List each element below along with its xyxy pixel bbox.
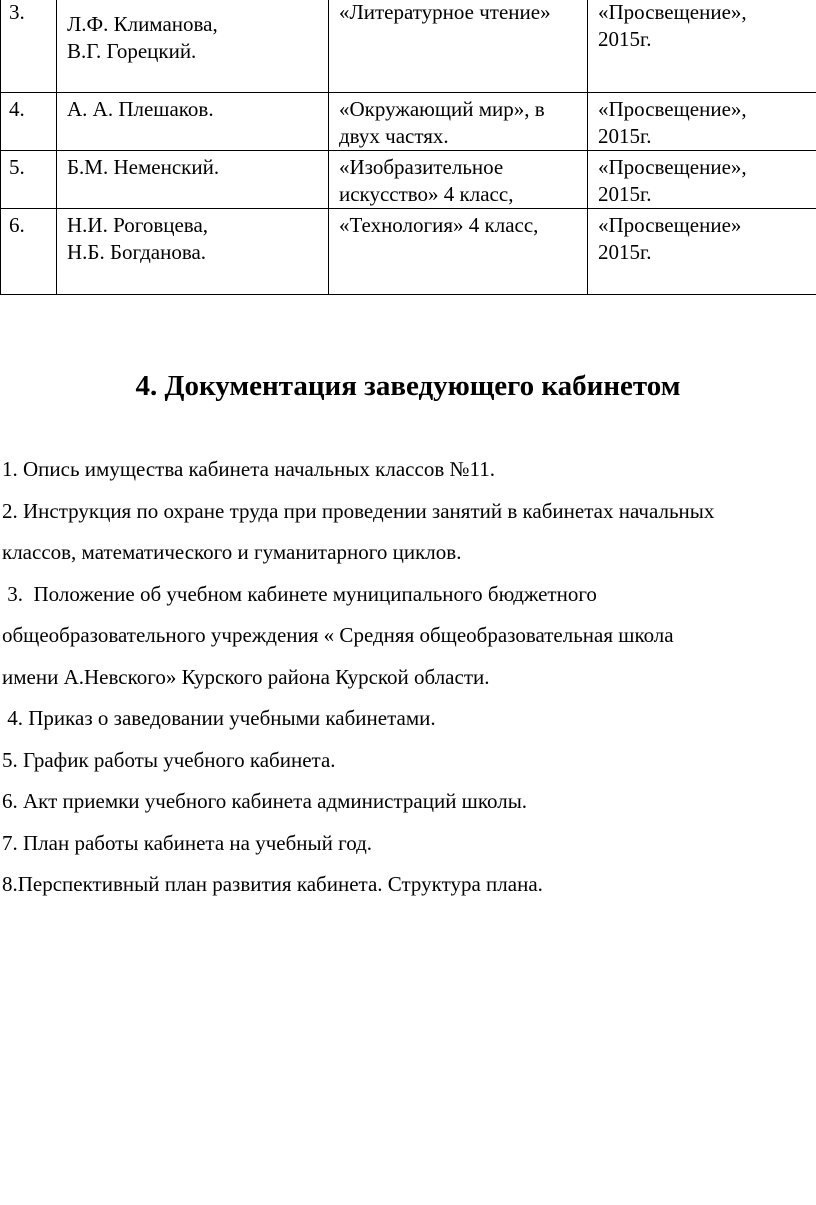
row-number: 3. (9, 0, 25, 24)
title-line: «Технология» 4 класс, (339, 213, 539, 237)
list-item: 4. Приказ о заведовании учебными кабинетами. (2, 706, 436, 730)
row-number-cell (1, 0, 57, 93)
title-cell (329, 0, 588, 93)
row-number-cell (1, 93, 57, 151)
title-cell (329, 151, 588, 209)
authors-cell (57, 93, 329, 151)
list-item: общеобразовательного учреждения « Средняя общеобразовательная школа (2, 623, 674, 647)
row-number-cell (1, 209, 57, 295)
title-cell (329, 93, 588, 151)
row-number: 5. (9, 155, 25, 179)
title-line: двух частях. (339, 124, 449, 148)
list-item: 8.Перспективный план развития кабинета. Структура плана. (2, 872, 543, 896)
author-line: В.Г. Горецкий. (67, 39, 197, 63)
publisher-cell (588, 0, 816, 93)
table-row (1, 0, 816, 93)
documentation-list (2, 449, 814, 906)
table-row (1, 151, 816, 209)
publisher-cell (588, 209, 816, 295)
author-line: Б.М. Неменский. (67, 155, 220, 179)
authors-cell (57, 151, 329, 209)
publisher-line: 2015г. (598, 27, 652, 51)
publisher-line: 2015г. (598, 182, 652, 206)
title-line: «Окружающий мир», в (339, 97, 545, 121)
row-number: 4. (9, 97, 25, 121)
publisher-line: «Просвещение», (598, 97, 747, 121)
table-row (1, 209, 816, 295)
list-item: 5. График работы учебного кабинета. (2, 747, 336, 772)
title-line: «Литературное чтение» (339, 0, 551, 24)
list-item: 6. Акт приемки учебного кабинета администраций школы. (2, 789, 528, 813)
row-number: 6. (9, 213, 25, 237)
author-line: Н.И. Роговцева, (67, 213, 209, 237)
section-heading: 4. Документация заведующего кабинетом (135, 370, 681, 402)
authors-cell (57, 0, 329, 93)
list-item: 3. Положение об учебном кабинете муниципального бюджетного (2, 581, 597, 606)
title-cell (329, 209, 588, 295)
list-item: 1. Опись имущества кабинета начальных классов №11. (2, 457, 495, 481)
textbooks-table (0, 0, 816, 295)
publisher-cell (588, 151, 816, 209)
publisher-line: «Просвещение», (598, 0, 747, 24)
table-row (1, 93, 816, 151)
author-line: Л.Ф. Климанова, (67, 12, 218, 36)
publisher-line: «Просвещение», (598, 155, 747, 179)
title-line: «Изобразительное (339, 155, 504, 179)
authors-cell (57, 209, 329, 295)
author-line: Н.Б. Богданова. (67, 240, 207, 264)
author-line: А. А. Плешаков. (67, 97, 214, 121)
list-item: 2. Инструкция по охране труда при проведении занятий в кабинетах начальных (2, 498, 715, 523)
title-line: искусство» 4 класс, (339, 182, 514, 206)
publisher-cell (588, 93, 816, 151)
publisher-line: «Просвещение» (598, 213, 742, 237)
list-item: классов, математического и гуманитарного циклов. (2, 540, 462, 564)
list-item: имени А.Невского» Курского района Курской области. (2, 664, 490, 689)
list-item: 7. План работы кабинета на учебный год. (2, 830, 373, 855)
publisher-line: 2015г. (598, 240, 652, 264)
publisher-line: 2015г. (598, 124, 652, 148)
row-number-cell (1, 151, 57, 209)
